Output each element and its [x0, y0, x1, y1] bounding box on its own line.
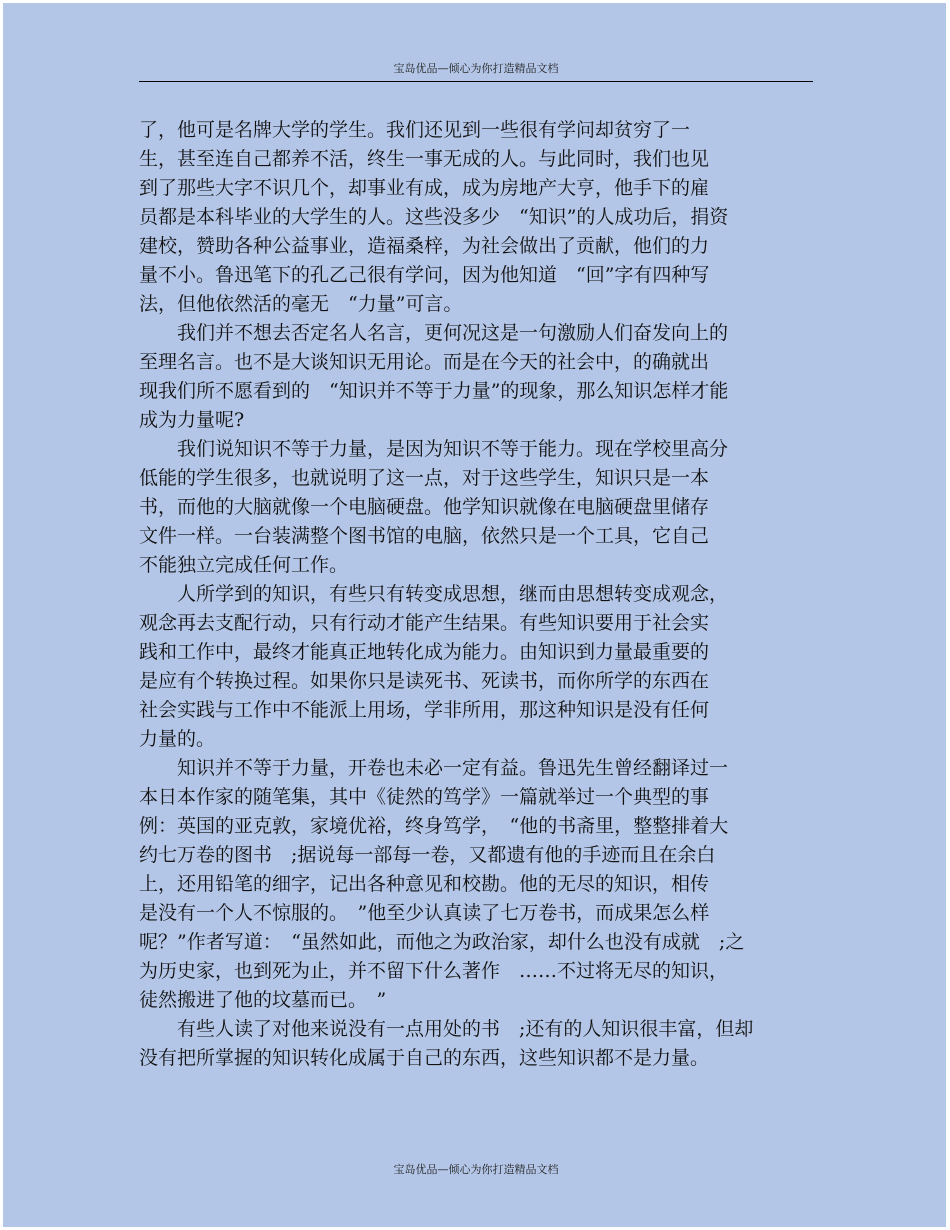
- text-line: 没有把所掌握的知识转化成属于自己的东西，这些知识都不是力量。: [139, 1047, 710, 1069]
- text-line: 建校，赞助各种公益事业，造福桑梓，为社会做出了贡献，他们的力: [139, 235, 710, 257]
- text-line: 本日本作家的随笔集，其中《徒然的笃学》一篇就举过一个典型的事: [139, 786, 710, 808]
- text-line: 书，而他的大脑就像一个电脑硬盘。他学知识就像在电脑硬盘里储存: [139, 496, 710, 518]
- text-line: 现我们所不愿看到的 “知识并不等于力量”的现象，那么知识怎样才能: [139, 380, 729, 402]
- text-line: 低能的学生很多，也就说明了这一点，对于这些学生，知识只是一本: [139, 467, 710, 489]
- text-line: 践和工作中，最终才能真正地转化成为能力。由知识到力量最重要的: [139, 641, 710, 663]
- text-line: 是应有个转换过程。如果你只是读死书、死读书，而你所学的东西在: [139, 670, 710, 692]
- text-line: 到了那些大字不识几个，却事业有成，成为房地产大亨，他手下的雇: [139, 177, 710, 199]
- text-line: 法，但他依然活的毫无 “力量”可言。: [139, 293, 463, 315]
- text-line: 不能独立完成任何工作。: [139, 554, 349, 576]
- text-line: 文件一样。一台装满整个图书馆的电脑，依然只是一个工具，它自己: [139, 525, 710, 547]
- text-line: 上，还用铅笔的细字，记出各种意见和校勘。他的无尽的知识，相传: [139, 873, 710, 895]
- text-line: 成为力量呢?: [139, 409, 245, 431]
- text-line: 力量的。: [139, 728, 216, 750]
- page-header: 宝岛优品—倾心为你打造精品文档: [139, 61, 813, 82]
- text-line: 为历史家，也到死为止，并不留下什么著作 ……不过将无尽的知识，: [139, 960, 729, 982]
- document-page: [3, 3, 946, 1227]
- text-line: 徒然搬进了他的坟墓而已。 ”: [139, 989, 387, 1011]
- text-line: 至理名言。也不是大谈知识无用论。而是在今天的社会中，的确就出: [139, 351, 710, 373]
- paragraph-first-line: 我们说知识不等于力量，是因为知识不等于能力。现在学校里高分: [177, 438, 729, 460]
- paragraph-first-line: 有些人读了对他来说没有一点用处的书 ;还有的人知识很丰富，但却: [177, 1018, 754, 1040]
- text-line: 约七万卷的图书 ;据说每一部每一卷，又都遗有他的手迹而且在余白: [139, 844, 716, 866]
- text-line: 了，他可是名牌大学的学生。我们还见到一些很有学问却贫穷了一: [139, 119, 691, 141]
- text-line: 量不小。鲁迅笔下的孔乙己很有学问，因为他知道 “回”字有四种写: [139, 264, 710, 286]
- text-line: 是没有一个人不惊服的。 ”他至少认真读了七万卷书，而成果怎么样: [139, 902, 710, 924]
- text-line: 员都是本科毕业的大学生的人。这些没多少 “知识”的人成功后，捐资: [139, 206, 729, 228]
- body-text: [139, 116, 799, 1073]
- paragraph-first-line: 我们并不想去否定名人名言，更何况这是一句激励人们奋发向上的: [177, 322, 729, 344]
- paragraph-first-line: 知识并不等于力量，开卷也未必一定有益。鲁迅先生曾经翻译过一: [177, 757, 729, 779]
- text-line: 观念再去支配行动，只有行动才能产生结果。有些知识要用于社会实: [139, 612, 710, 634]
- text-line: 例：英国的亚克敦，家境优裕，终身笃学， “他的书斋里，整整排着大: [139, 815, 729, 837]
- text-line: 生，甚至连自己都养不活，终生一事无成的人。与此同时，我们也见: [139, 148, 710, 170]
- page-footer: 宝岛优品—倾心为你打造精品文档: [393, 1163, 559, 1176]
- paragraph-first-line: 人所学到的知识，有些只有转变成思想，继而由思想转变成观念，: [177, 583, 729, 605]
- text-line: 呢？”作者写道： “虽然如此，而他之为政治家，却什么也没有成就 ;之: [139, 931, 745, 953]
- text-line: 社会实践与工作中不能派上用场，学非所用，那这种知识是没有任何: [139, 699, 710, 721]
